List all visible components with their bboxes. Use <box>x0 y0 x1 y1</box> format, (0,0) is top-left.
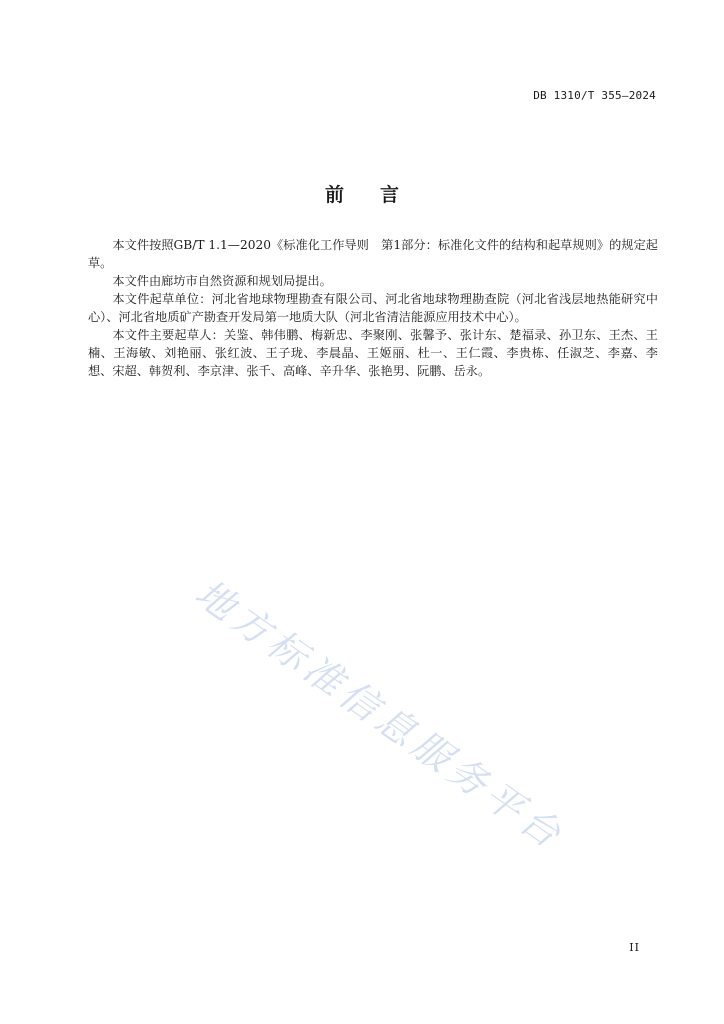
page-title: 前言 <box>324 184 435 206</box>
foreword-body <box>88 236 658 380</box>
paragraph-drafters: 本文件主要起草人：关鉴、韩伟鹏、梅新忠、李聚刚、张馨予、张计东、楚福录、孙卫东、王杰、王楠、王海敏、刘艳丽、张红波、王子珑、李晨晶、王姬丽、杜一、王仁霞、李贵栋、任淑芝、李嘉、李想、宋超、韩贺利、李京津、张千、高峰、辛升华、张艳男、阮鹏、岳永。 <box>88 328 658 378</box>
document-code: DB 1310/T 355—2024 <box>533 89 656 102</box>
page-number: II <box>629 941 640 954</box>
paragraph-drafting-units: 本文件起草单位：河北省地球物理勘查有限公司、河北省地球物理勘查院（河北省浅层地热能研究中心）、河北省地质矿产勘查开发局第一地质大队（河北省清洁能源应用技术中心）。 <box>88 292 658 324</box>
watermark: 地方标准信息服务平台 <box>187 570 573 860</box>
paragraph-drafting-rules: 本文件按照GB/T 1.1—2020《标准化工作导则 第1部分：标准化文件的结构和起草规则》的规定起草。 <box>88 238 658 270</box>
paragraph-proposer: 本文件由廊坊市自然资源和规划局提出。 <box>112 274 332 288</box>
